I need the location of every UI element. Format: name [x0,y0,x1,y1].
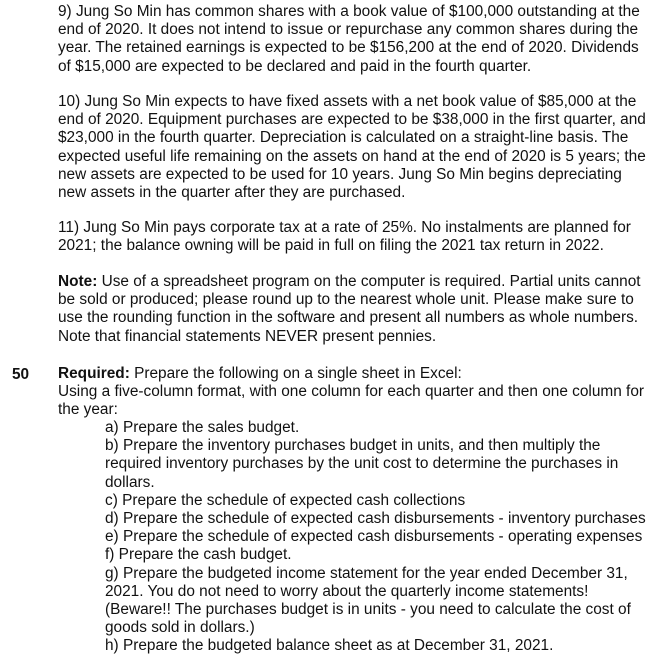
text-line: year. The retained earnings is expected to be $156,200 at the end of 2020. Dividends [58,39,639,57]
list-item: b) Prepare the inventory purchases budget in units, and then multiply the [105,437,601,455]
text-line: of $15,000 are expected to be declared and paid in the fourth quarter. [58,57,532,75]
text-line: be sold or produced; please round up to the nearest whole unit. Please make sure to [58,291,634,309]
note-paragraph [58,273,664,346]
list-item: h) Prepare the budgeted balance sheet as at December 31, 2021. [105,637,554,655]
list-item: d) Prepare the schedule of expected cash disbursements - inventory purchases [105,510,646,528]
text-line: new assets are expected to be used for 10 years. Jung So Min begins depreciating [58,165,622,183]
list-item: required inventory purchases by the unit cost to determine the purchases in [105,455,619,473]
list-item: e) Prepare the schedule of expected cash disbursements - operating expenses [105,528,643,546]
text-line: new assets in the quarter after they are purchased. [58,184,406,202]
text-line: Using a five-column format, with one column for each quarter and then one column for [58,383,645,401]
required-label: Required: [58,365,130,382]
text-line: use the rounding function in the software and present all numbers as whole numbers. [58,309,639,327]
list-item: c) Prepare the schedule of expected cash collections [105,491,466,509]
list-item: (Beware!! The purchases budget is in units - you need to calculate the cost of [105,601,631,619]
list-item: a) Prepare the sales budget. [105,419,300,436]
text-line: $23,000 in the fourth quarter. Depreciation is calculated on a straight-line basis. The [58,129,629,147]
paragraph-9 [58,3,664,76]
text-line: 10) Jung So Min expects to have fixed assets with a net book value of $85,000 at the [58,93,637,110]
required-items-list [105,419,665,656]
text-line: end of 2020. Equipment purchases are expected to be $38,000 in the first quarter, and [58,111,646,129]
list-item: g) Prepare the budgeted income statement for the year ended December 31, [105,564,628,582]
text-line: 11) Jung So Min pays corporate tax at a rate of 25%. No instalments are planned for [58,219,631,236]
marks-value: 50 [12,366,30,383]
required-text: Prepare the following on a single sheet in Excel: [129,365,462,382]
paragraph-11 [58,219,664,255]
required-section [58,365,664,420]
list-item: f) Prepare the cash budget. [105,546,292,564]
text-line: the year: [58,401,118,419]
list-item: goods sold in dollars.) [105,619,255,637]
note-text: Use of a spreadsheet program on the computer is required. Partial units cannot [97,273,641,290]
text-line: 2021; the balance owning will be paid in full on filing the 2021 tax return in 2022. [58,237,604,255]
text-line: end of 2020. It does not intend to issue or repurchase any common shares during the [58,21,639,39]
required-first-line [58,365,664,383]
note-label: Note: [58,273,98,290]
text-line: 9) Jung So Min has common shares with a book value of $100,000 outstanding at the [58,3,640,20]
list-item: dollars. [105,473,155,491]
note-first-line [58,273,664,291]
list-item: 2021. You do not need to worry about the quarterly income statements! [105,582,589,600]
paragraph-10 [58,93,664,202]
text-line: expected useful life remaining on the assets on hand at the end of 2020 is 5 years; the [58,147,646,165]
text-line: Note that financial statements NEVER present pennies. [58,327,437,345]
